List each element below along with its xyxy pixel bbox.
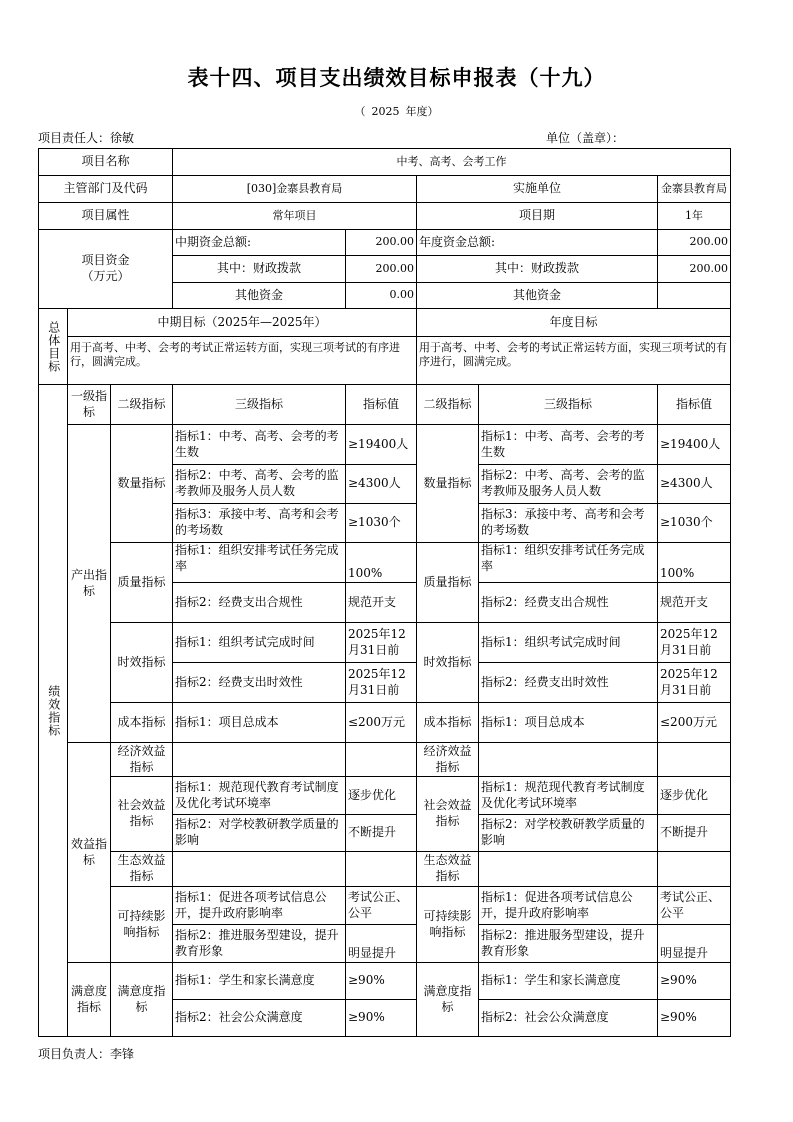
mid-fiscal-label: 其中：财政拨款 [173,256,346,283]
soc2-value: 不断提升 [346,815,417,852]
econ-indicator: 经济效益指标 [111,743,173,777]
mid-total-label: 中期资金总额: [173,230,346,256]
project-name-value: 中考、高考、会考工作 [173,149,731,176]
mid-fiscal-value: 200.00 [346,256,417,283]
quality-indicator: 质量指标 [111,543,173,623]
econ-empty-value-year [658,743,731,777]
qty-indicator: 数量指标 [111,425,173,543]
soc2-year: 指标2：对学校教研教学质量的影响 [479,815,658,852]
sat1-value-year: ≥90% [658,963,731,1000]
header-level1: 一级指标 [68,385,111,425]
overall-goal-label [39,309,68,385]
page-title: 表十四、项目支出绩效目标申报表（十九） [187,65,606,90]
econ-empty [173,743,346,777]
mid-other-value: 0.00 [346,283,417,309]
sat1-value: ≥90% [346,963,417,1000]
output-indicator: 产出指标 [68,425,111,743]
mid-other-label: 其他资金 [173,283,346,309]
time-indicator-year: 时效指标 [417,623,479,703]
sus1-value-year: 考试公正、公平 [658,887,731,925]
time2-value-year: 2025年12月31日前 [658,663,731,703]
sus1-value: 考试公正、公平 [346,887,417,925]
qty1: 指标1：中考、高考、会考的考生数 [173,425,346,465]
year-goal-text: 用于高考、中考、会考的考试正常运转方面，实现三项考试的有序进行，圆满完成。 [417,337,731,385]
eco-empty [173,852,346,887]
period-label: 项目期 [417,203,658,230]
perf-indicator-label [39,385,68,1037]
qual1-value-year: 100% [658,543,731,583]
project-leader: 项目负责人：李锋 [38,1047,135,1061]
qty2-value-year: ≥4300人 [658,465,731,504]
attr-label: 项目属性 [39,203,173,230]
qty2-year: 指标2：中考、高考、会考的监考教师及服务人员人数 [479,465,658,504]
mid-goal-header: 中期目标（2025年—2025年） [68,309,417,337]
sat1: 指标1：学生和家长满意度 [173,963,346,1000]
time1: 指标1：组织考试完成时间 [173,623,346,663]
header-level3-year: 三级指标 [479,385,658,425]
qual1: 指标1：组织安排考试任务完成率 [173,543,346,583]
eco-indicator-year: 生态效益指标 [417,852,479,887]
qty1-value: ≥19400人 [346,425,417,465]
econ-indicator-year: 经济效益指标 [417,743,479,777]
qty3: 指标3：承接中考、高考和会考的考场数 [173,504,346,543]
sat2-year: 指标2：社会公众满意度 [479,1000,658,1037]
qty3-year: 指标3：承接中考、高考和会考的考场数 [479,504,658,543]
sus1-year: 指标1：促进各项考试信息公开，提升政府影响率 [479,887,658,925]
cost1-value-year: ≤200万元 [658,703,731,743]
sustain-indicator-year: 可持续影响指标 [417,887,479,963]
satisfaction-level2-year: 满意度指标 [417,963,479,1037]
satisfaction-level1: 满意度指标 [68,963,111,1037]
satisfaction-level2: 满意度指标 [111,963,173,1037]
qual2: 指标2：经费支出合规性 [173,583,346,623]
sat2-value: ≥90% [346,1000,417,1037]
responsible-person: 项目责任人：徐敏 [38,131,135,145]
cost-indicator-year: 成本指标 [417,703,479,743]
cost1-value: ≤200万元 [346,703,417,743]
cost1-year: 指标1：项目总成本 [479,703,658,743]
year-total-value: 200.00 [658,230,731,256]
benefit-indicator: 效益指标 [68,743,111,963]
qual1-year: 指标1：组织安排考试任务完成率 [479,543,658,583]
soc2: 指标2：对学校教研教学质量的影响 [173,815,346,852]
sat2-value-year: ≥90% [658,1000,731,1037]
sus1: 指标1：促进各项考试信息公开，提升政府影响率 [173,887,346,925]
time2-value: 2025年12月31日前 [346,663,417,703]
qty-indicator-year: 数量指标 [417,425,479,543]
period-value: 1年 [658,203,731,230]
soc1: 指标1：规范现代教育考试制度及优化考试环境率 [173,777,346,815]
year-suffix: 年度） [405,105,439,118]
year-open: （ [354,105,366,118]
qual1-value: 100% [346,543,417,583]
soc1-value: 逐步优化 [346,777,417,815]
soc1-year: 指标1：规范现代教育考试制度及优化考试环境率 [479,777,658,815]
soc2-value-year: 不断提升 [658,815,731,852]
eco-indicator: 生态效益指标 [111,852,173,887]
cost1: 指标1：项目总成本 [173,703,346,743]
project-name-label: 项目名称 [39,149,173,176]
sat2: 指标2：社会公众满意度 [173,1000,346,1037]
year-other-label: 其他资金 [417,283,658,309]
overall-goal-text: 总体目标 [46,320,61,373]
eco-empty-value [346,852,417,887]
header-level2-year: 二级指标 [417,385,479,425]
header-value: 指标值 [346,385,417,425]
quality-indicator-year: 质量指标 [417,543,479,623]
sus2-value-year: 明显提升 [658,925,731,963]
year-value: 2025 [371,105,400,118]
time2: 指标2：经费支出时效性 [173,663,346,703]
year-total-label: 年度资金总额: [417,230,658,256]
dept-value: [030]金寨县教育局 [173,176,417,203]
impl-unit-value: 金寨县教育局 [658,176,731,203]
qty2-value: ≥4300人 [346,465,417,504]
year-other-value [658,283,731,309]
header-value-year: 指标值 [658,385,731,425]
sus2-value: 明显提升 [346,925,417,963]
qty1-value-year: ≥19400人 [658,425,731,465]
eco-empty-value-year [658,852,731,887]
social-indicator-year: 社会效益指标 [417,777,479,852]
econ-empty-year [479,743,658,777]
year-goal-header: 年度目标 [417,309,731,337]
impl-unit-label: 实施单位 [417,176,658,203]
dept-label: 主管部门及代码 [39,176,173,203]
qty3-value: ≥1030个 [346,504,417,543]
sat1-year: 指标1：学生和家长满意度 [479,963,658,1000]
time2-year: 指标2：经费支出时效性 [479,663,658,703]
mid-total-value: 200.00 [346,230,417,256]
qty3-value-year: ≥1030个 [658,504,731,543]
econ-empty-value [346,743,417,777]
social-indicator: 社会效益指标 [111,777,173,852]
perf-indicator-text: 绩效指标 [46,684,61,737]
header-level2: 二级指标 [111,385,173,425]
performance-table [38,148,731,1037]
funds-label: 项目资金 （万元） [39,230,173,309]
mid-goal-text: 用于高考、中考、会考的考试正常运转方面，实现三项考试的有序进行，圆满完成。 [68,337,417,385]
time1-value-year: 2025年12月31日前 [658,623,731,663]
qual2-year: 指标2：经费支出合规性 [479,583,658,623]
sus2: 指标2：推进服务型建设，提升教育形象 [173,925,346,963]
cost-indicator: 成本指标 [111,703,173,743]
qual2-value-year: 规范开支 [658,583,731,623]
qual2-value: 规范开支 [346,583,417,623]
time1-value: 2025年12月31日前 [346,623,417,663]
time1-year: 指标1：组织考试完成时间 [479,623,658,663]
header-level3: 三级指标 [173,385,346,425]
year-fiscal-label: 其中：财政拨款 [417,256,658,283]
time-indicator: 时效指标 [111,623,173,703]
sus2-year: 指标2：推进服务型建设，提升教育形象 [479,925,658,963]
unit-seal-label: 单位（盖章）： [546,131,625,145]
qty2: 指标2：中考、高考、会考的监考教师及服务人员人数 [173,465,346,504]
attr-value: 常年项目 [173,203,417,230]
year-fiscal-value: 200.00 [658,256,731,283]
sustain-indicator: 可持续影响指标 [111,887,173,963]
soc1-value-year: 逐步优化 [658,777,731,815]
eco-empty-year [479,852,658,887]
year-line [0,103,793,119]
qty1-year: 指标1：中考、高考、会考的考生数 [479,425,658,465]
